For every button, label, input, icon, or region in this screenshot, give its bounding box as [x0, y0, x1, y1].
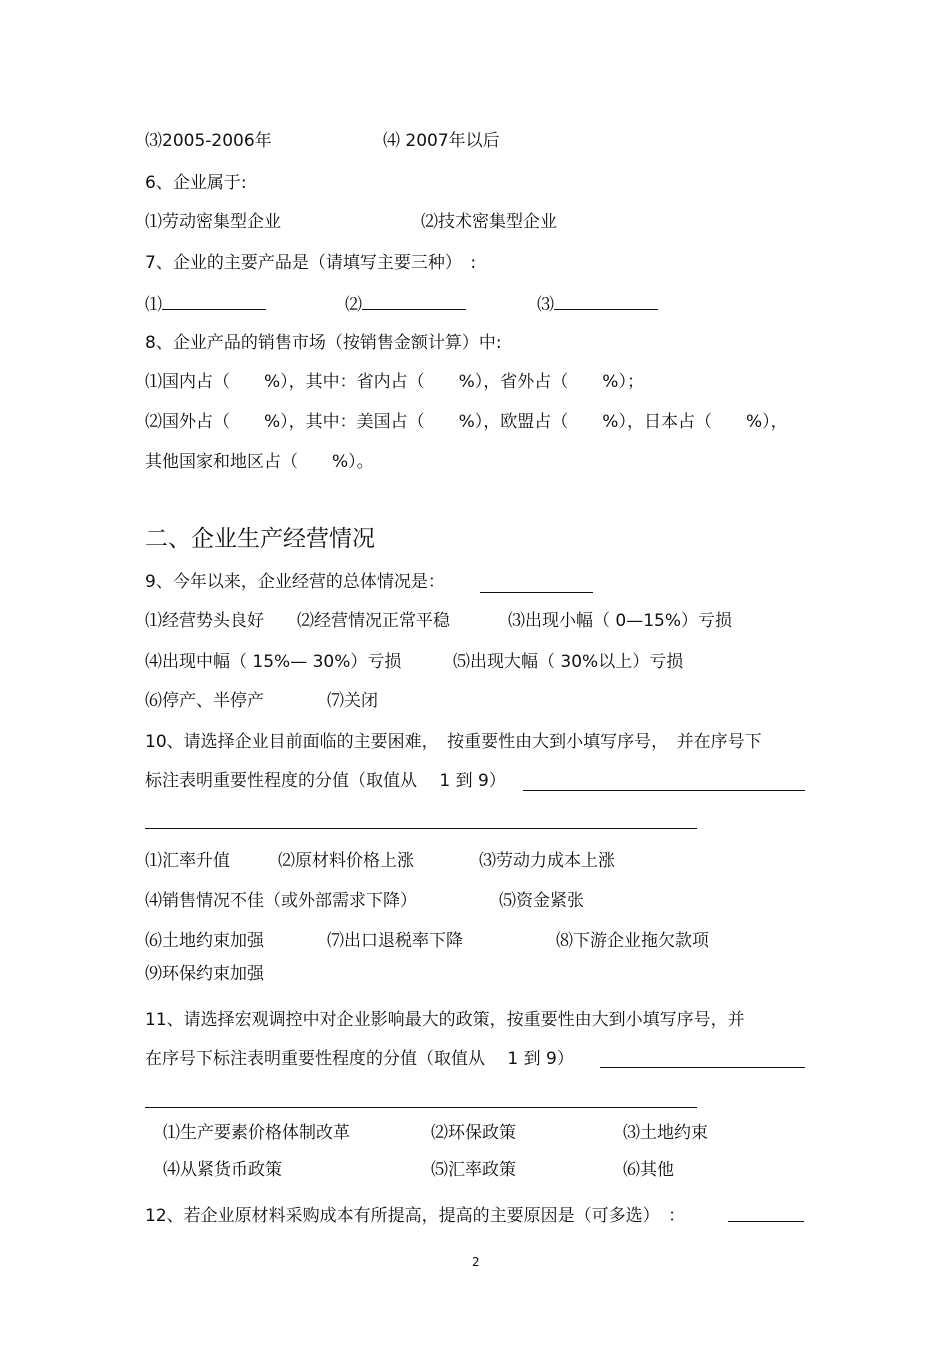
q10-option-1: ⑴汇率升值 — [145, 851, 230, 871]
section-2-title: 二、企业生产经营情况 — [145, 526, 375, 552]
q11-option-5: ⑸汇率政策 — [431, 1160, 516, 1180]
q7-blank-3-line[interactable] — [554, 293, 658, 310]
q5-option-4: ⑷ 2007年以后 — [383, 131, 500, 151]
q11-stem-line-2: 在序号下标注表明重要性程度的分值（取值从 1 到 9） — [145, 1049, 574, 1069]
q9-option-5: ⑸出现大幅（ 30%以上）亏损 — [453, 652, 684, 672]
q6-option-1: ⑴劳动密集型企业 — [145, 212, 281, 232]
q10-option-5: ⑸资金紧张 — [499, 891, 584, 911]
q10-stem-line-2: 标注表明重要性程度的分值（取值从 1 到 9） — [145, 771, 506, 791]
q10-option-8: ⑻下游企业拖欠款项 — [556, 931, 709, 951]
q9-option-3: ⑶出现小幅（ 0—15%）亏损 — [508, 611, 733, 631]
q9-option-6: ⑹停产、半停产 — [145, 691, 264, 711]
q6-option-2: ⑵技术密集型企业 — [421, 212, 557, 232]
q10-option-3: ⑶劳动力成本上涨 — [479, 851, 615, 871]
q7-blank-1[interactable] — [145, 293, 266, 314]
q10-option-4: ⑷销售情况不佳（或外部需求下降） — [145, 891, 417, 911]
q5-option-3: ⑶2005-2006年 — [145, 131, 272, 151]
q9-option-2: ⑵经营情况正常平稳 — [297, 611, 450, 631]
q7-blank-2-label: ⑵ — [345, 295, 362, 315]
q11-option-2: ⑵环保政策 — [431, 1123, 516, 1143]
q11-option-3: ⑶土地约束 — [623, 1123, 708, 1143]
q10-answer-line-1[interactable] — [523, 790, 805, 791]
q8-line-3: 其他国家和地区占（ %）。 — [145, 452, 374, 472]
q7-blank-2-line[interactable] — [362, 293, 466, 310]
q8-line-2: ⑵国外占（ %），其中：美国占（ %），欧盟占（ %），日本占（ %）， — [145, 412, 788, 432]
q9-option-4: ⑷出现中幅（ 15%— 30%）亏损 — [145, 652, 402, 672]
q9-answer-line[interactable] — [480, 592, 593, 593]
q6-stem: 6、企业属于: — [145, 173, 247, 193]
q7-blank-1-line[interactable] — [162, 293, 266, 310]
q9-option-1: ⑴经营势头良好 — [145, 611, 264, 631]
q10-option-7: ⑺出口退税率下降 — [327, 931, 463, 951]
q9-stem: 9、今年以来，企业经营的总体情况是： — [145, 572, 445, 592]
q12-stem: 12、若企业原材料采购成本有所提高，提高的主要原因是（可多选） ： — [145, 1206, 686, 1226]
q10-stem-line-1: 10、请选择企业目前面临的主要困难， 按重要性由大到小填写序号， 并在序号下 — [145, 732, 762, 752]
q11-answer-line-2[interactable] — [145, 1107, 697, 1108]
q11-option-6: ⑹其他 — [623, 1160, 674, 1180]
q7-blank-3-label: ⑶ — [537, 295, 554, 315]
q12-answer-line[interactable] — [728, 1221, 804, 1222]
q7-blank-2[interactable] — [345, 293, 466, 314]
q8-stem: 8、企业产品的销售市场（按销售金额计算）中: — [145, 333, 502, 353]
q9-option-7: ⑺关闭 — [327, 691, 378, 711]
q7-blank-3[interactable] — [537, 293, 658, 314]
q10-answer-line-2[interactable] — [145, 828, 697, 829]
q11-answer-line-1[interactable] — [600, 1067, 805, 1068]
q7-blank-1-label: ⑴ — [145, 295, 162, 315]
q8-line-1: ⑴国内占（ %），其中：省内占（ %），省外占（ %）； — [145, 372, 644, 392]
q10-option-9: ⑼环保约束加强 — [145, 964, 264, 984]
page-number: 2 — [472, 1255, 480, 1269]
q10-option-2: ⑵原材料价格上涨 — [278, 851, 414, 871]
q11-stem-line-1: 11、请选择宏观调控中对企业影响最大的政策，按重要性由大到小填写序号，并 — [145, 1010, 745, 1030]
q11-option-4: ⑷从紧货币政策 — [163, 1160, 282, 1180]
q11-option-1: ⑴生产要素价格体制改革 — [163, 1123, 350, 1143]
q10-option-6: ⑹土地约束加强 — [145, 931, 264, 951]
q7-stem: 7、企业的主要产品是（请填写主要三种） : — [145, 253, 477, 273]
